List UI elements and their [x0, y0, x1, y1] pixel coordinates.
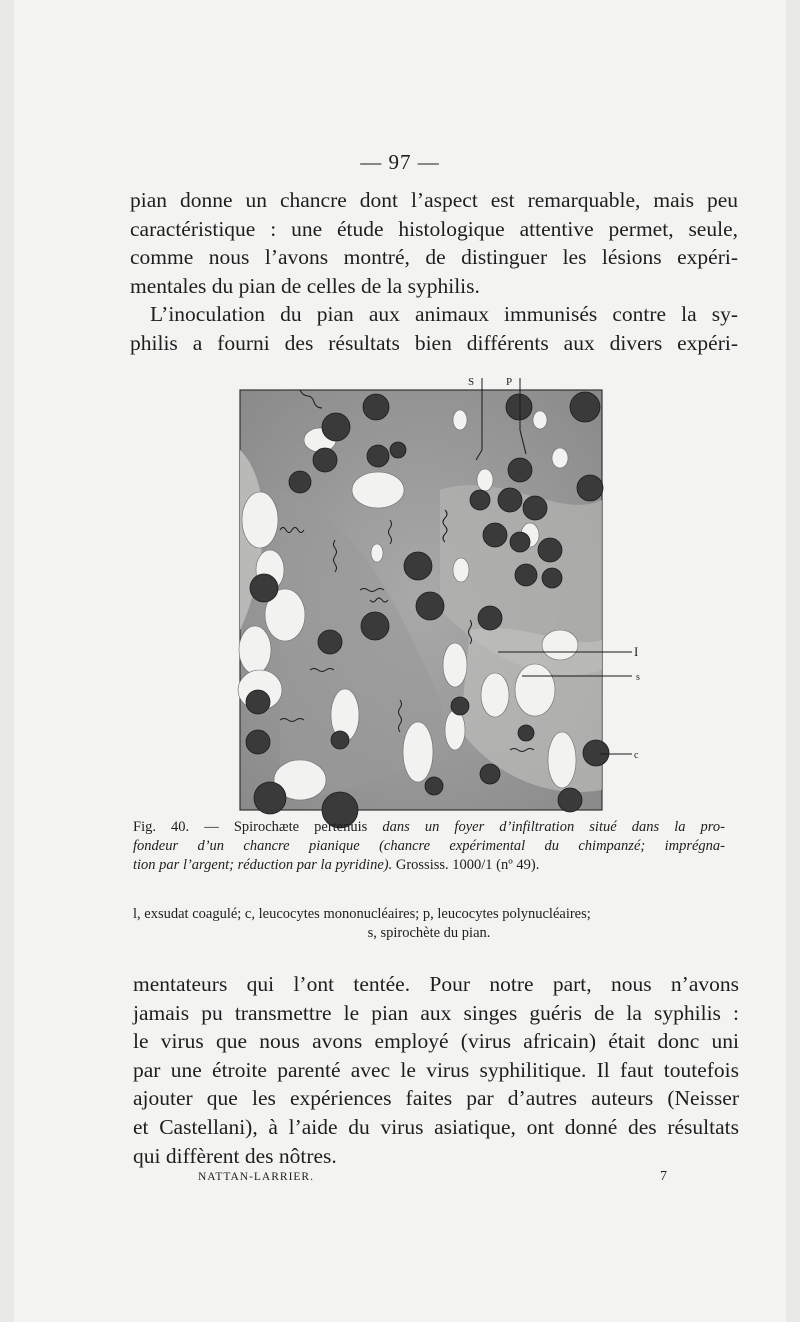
text-line: comme nous l’avons montré, de distinguer les lésions expéri- — [130, 245, 738, 270]
label-l-right: I — [634, 644, 639, 659]
label-s-right: s — [636, 672, 640, 683]
text-line: L’inoculation du pian aux animaux immunisés contre la sy- — [150, 302, 738, 327]
caption-italic-1: dans un foyer d’infiltration situé dans la pro- — [382, 819, 725, 835]
caption-line-1 — [133, 818, 725, 837]
text-line: caractéristique : une étude histologique attentive permet, seule, — [130, 216, 738, 241]
text-line: philis a fourni des résultats bien différents aux divers expéri- — [130, 330, 738, 355]
caption-fig-number: Fig. 40. — [133, 819, 190, 835]
page-number: — 97 — — [360, 150, 440, 174]
caption-line-2 — [133, 837, 725, 856]
text-line: qui diffèrent des nôtres. — [133, 1143, 337, 1168]
legend-line-1: l, exsudat coagulé; c, leucocytes mononucléaires; p, leucocytes polynucléaires; — [133, 906, 591, 922]
caption-italic-3: tion par l’argent; réduction par la pyridine). — [133, 857, 393, 873]
text-line: mentales du pian de celles de la syphilis. — [130, 273, 480, 298]
text-line: jamais pu transmettre le pian aux singes guéris de la syphilis : — [133, 1000, 739, 1025]
figure-caption — [133, 818, 725, 875]
figure-legend — [133, 905, 725, 943]
paragraph-3 — [133, 970, 739, 1170]
text-line: par une étroite parenté avec le virus syphilitique. Il faut toutefois — [133, 1057, 739, 1082]
histology-illustration — [240, 370, 640, 815]
legend-line-2: s, spirochète du pian. — [367, 925, 491, 941]
histology-figure — [240, 370, 640, 815]
caption-magnification: Grossiss. 1000/1 (nº 49). — [395, 857, 540, 873]
text-line: le virus que nous avons employé (virus africain) était donc uni — [133, 1029, 739, 1054]
caption-italic-2: fondeur d’un chancre pianique (chancre expérimental du chimpanzé; imprégna- — [133, 838, 725, 854]
label-p-top: P — [506, 376, 513, 388]
caption-title: — Spirochæte pertenuis — [204, 819, 368, 835]
text-line: pian donne un chancre dont l’aspect est remarquable, mais peu — [130, 188, 738, 212]
text-line: ajouter que les expériences faites par d’autres auteurs (Neisser — [133, 1086, 739, 1111]
paragraph-1 — [130, 186, 738, 358]
footer-signature: 7 — [660, 1169, 667, 1184]
text-line: et Castellani), à l’aide du virus asiatique, ont donné des résultats — [133, 1114, 739, 1139]
label-s-top: S — [468, 376, 475, 388]
text-line: mentateurs qui l’ont tentée. Pour notre part, nous n’avons — [133, 972, 739, 996]
label-c-right: c — [634, 750, 639, 761]
footer-author: NATTAN-LARRIER. — [198, 1171, 314, 1183]
caption-line-3 — [133, 856, 725, 875]
